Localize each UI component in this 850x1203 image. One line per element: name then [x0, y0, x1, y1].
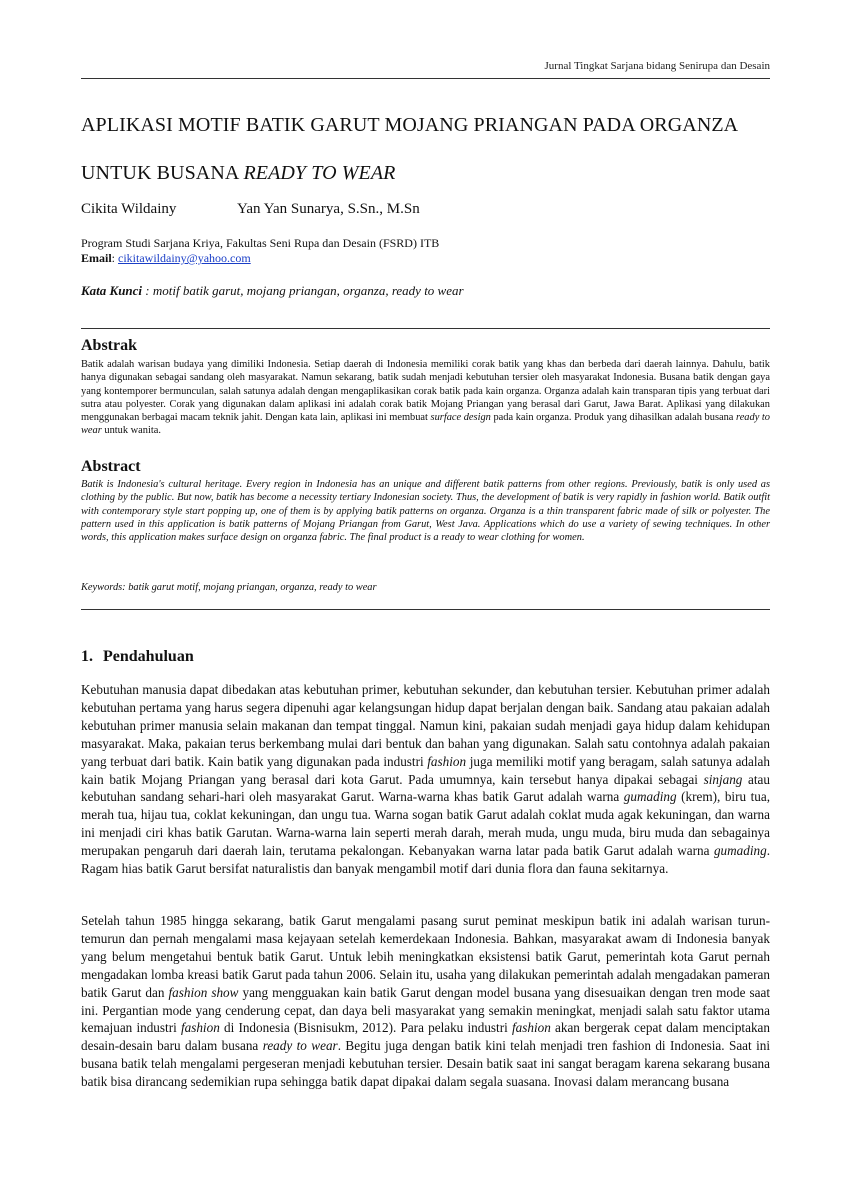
email-label: Email: [81, 251, 112, 265]
text-part: atau kebutuhan sandang sehari-hari oleh masyarakat Garut. Warna-warna khas batik Garut adalah warna: [81, 771, 771, 805]
abstrak-text-part: pada kain organza. Produk yang dihasilkan adalah busana: [490, 412, 737, 424]
running-header: Jurnal Tingkat Sarjana bidang Senirupa dan Desain: [544, 60, 770, 72]
text-part: . Ragam hias batik Garut bersifat naturalistis dan banyak mengambil motif dari dunia flora dan fauna sekitarnya.: [81, 843, 770, 877]
title-plain: UNTUK BUSANA: [81, 162, 244, 184]
text-part: Kebutuhan manusia dapat dibedakan atas kebutuhan primer, kebutuhan sekunder, dan kebutuhan tersier. Kebutuhan primer adalah kebutuhan pertama yang harus segera dipenuhi agar kelangsungan hidup dapat berjalan dengan baik. Sandang atau pakaian adalah kebutuhan primer manusia selain makanan dan tempat tinggal. Namun kini, pakaian sudah menjadi gaya hidup dalam kehidupan masyarakat. Maka, pakaian terus berkembang mulai dari bentuk dan bahan yang digunakan. Salah satu contohnya adalah pakaian yang terbuat dari batik. Kain batik yang digunakan pada industri: [81, 682, 770, 769]
text-part: . Begitu juga dengan batik kini telah menjadi tren fashion di Indonesia. Saat ini busana batik telah mengalami pergeseran menjadi kebutuhan tersier. Desain batik saat ini sangat beragam karena sekarang busana batik bisa dirancang sedemikian rupa sehingga batik dapat dipakai dalam segala suasana. Inovasi dalam merancang busana: [81, 1038, 771, 1090]
text-part: yang mengguakan kain batik Garut dengan model busana yang disesuaikan dengan tren mode saat ini. Pergantian mode yang cenderung cepat, dan daya beli masyarakat yang semakin meningkat, menjadi salah satu faktor utama kemajuan industri: [81, 984, 770, 1036]
text-part: (krem), biru tua, merah tua, hijau tua, coklat kekuningan, dan ungu tua. Warna sogan batik Garut adalah coklat muda agak kekuningan, dan warna ini menjadi ciri khas batik Garutan. Warna-warna lain seperti merah darah, merah muda, ungu muda, biru muda dan sebagainya merupakan pengaruh dari daerah lain, terutama pekalongan. Kebanyakan warna latar pada batik Garut adalah warna: [81, 789, 771, 859]
kata-kunci-text: : motif batik garut, mojang priangan, organza, ready to wear: [142, 283, 464, 298]
paragraph-2: [81, 912, 770, 1091]
italic-term: gumading: [713, 843, 767, 859]
paragraph-1: [81, 681, 770, 878]
keywords-en: Keywords: batik garut motif, mojang priangan, organza, ready to wear: [81, 582, 377, 593]
title-italic: READY TO WEAR: [243, 162, 396, 184]
email-link[interactable]: cikitawildainy@yahoo.com: [118, 251, 251, 265]
italic-term: fashion: [427, 753, 467, 769]
program-line: Program Studi Sarjana Kriya, Fakultas Seni Rupa dan Desain (FSRD) ITB: [81, 236, 440, 250]
text-part: juga memiliki motif yang beragam, salah satunya adalah kain batik Mojang Priangan yang berasal dari kota Garut. Pada umumnya, kain tersebut hanya dipakai sebagai: [81, 753, 770, 787]
text-part: Setelah tahun 1985 hingga sekarang, batik Garut mengalami pasang surut peminat meskipun batik ini adalah warisan turun-temurun dan pernah mengalami masa kejayaan setelah kemerdekaan Indonesia. Bahkan, masyarakat awam di Indonesia banyak yang belum mengetahui bentuk batik Garut. Untuk lebih meningkatkan eksistensi batik Garut, pemerintah kota Garut pernah mengadakan lomba kreasi batik Garut pada tahun 2006. Selain itu, usaha yang dilakukan pemerintah adalah mengadakan pameran batik Garut dan: [81, 913, 770, 1000]
italic-term: fashion show: [168, 984, 239, 1000]
kata-kunci-label: Kata Kunci: [81, 283, 143, 298]
italic-term: ready to wear: [262, 1038, 338, 1054]
divider-top: [81, 328, 770, 329]
abstrak-text-part: untuk wanita.: [101, 425, 161, 437]
paper-title-line-2: [81, 162, 770, 185]
authors: [81, 201, 420, 218]
author-2: Yan Yan Sunarya, S.Sn., M.Sn: [237, 201, 420, 217]
text-part: di Indonesia (Bisnisukm, 2012). Para pelaku industri: [219, 1020, 512, 1036]
abstrak-text-part: Batik adalah warisan budaya yang dimiliki Indonesia. Setiap daerah di Indonesia memiliki corak batik yang khas dan berbeda dari daerah lainnya. Dahulu, batik hanya digunakan sebagai sandang oleh masyarakat. Namun sekarang, batik sudah menjadi kebutuhan tersier oleh masyarakat Indonesia. Busana batik dengan gaya yang kontemporer bermunculan, salah satunya adalah dengan mengaplikasikan corak batik pada kain organza. Organza adalah kain transparan tipis yang terbuat dari sutra atau polyester. Corak yang digunakan dalam aplikasi ini adalah corak batik Mojang Priangan yang berasal dari Garut, Jawa Barat. Aplikasi yang dilakukan menggunakan berbagai macam teknik jahit. Dengan kata lain, aplikasi ini membuat: [81, 359, 770, 424]
abstract-text: Batik is Indonesia's cultural heritage. Every region in Indonesia has an unique and different batik patterns from other regions. Previously, batik is only used as clothing by the public. But now, batik has become a necessity tertiary Indonesian society. Thus, the development of batik is very rapidly in fashion world. Batik outfit with contemporary style start popping up, one of them is by applying batik patterns on organza. Organza is a thin transparent fabric made of silk or polyester. The pattern used in this application is batik patterns of Mojang Priangan from Garut, West Java. Applications which do use a variety of sewing techniques. In other words, this application makes surface design on organza fabric. The final product is a ready to wear clothing for women.: [81, 479, 770, 544]
section-name: Pendahuluan: [103, 648, 194, 665]
text-part: akan bergerak cepat dalam menciptakan desain-desain baru dalam busana: [81, 1020, 770, 1054]
abstrak-heading: Abstrak: [81, 337, 138, 354]
kata-kunci: [81, 283, 464, 299]
divider-bottom: [81, 609, 770, 610]
author-1: Cikita Wildainy: [81, 201, 177, 217]
italic-term: fashion: [180, 1020, 220, 1036]
affiliation: [81, 236, 439, 266]
abstrak-text: [81, 358, 770, 438]
italic-term: gumading: [623, 789, 677, 805]
abstract-heading: Abstract: [81, 458, 141, 475]
abstrak-italic: ready to wear: [81, 412, 770, 437]
email-separator: :: [111, 251, 119, 265]
email-line: [81, 251, 439, 266]
section-number: 1.: [81, 648, 93, 665]
abstrak-italic: surface design: [430, 412, 491, 424]
italic-term: fashion: [511, 1020, 551, 1036]
section-1-title: [81, 648, 194, 666]
italic-term: sinjang: [703, 771, 743, 787]
paper-title-line-1: APLIKASI MOTIF BATIK GARUT MOJANG PRIANGAN PADA ORGANZA: [81, 114, 739, 136]
header-rule: [81, 78, 770, 79]
